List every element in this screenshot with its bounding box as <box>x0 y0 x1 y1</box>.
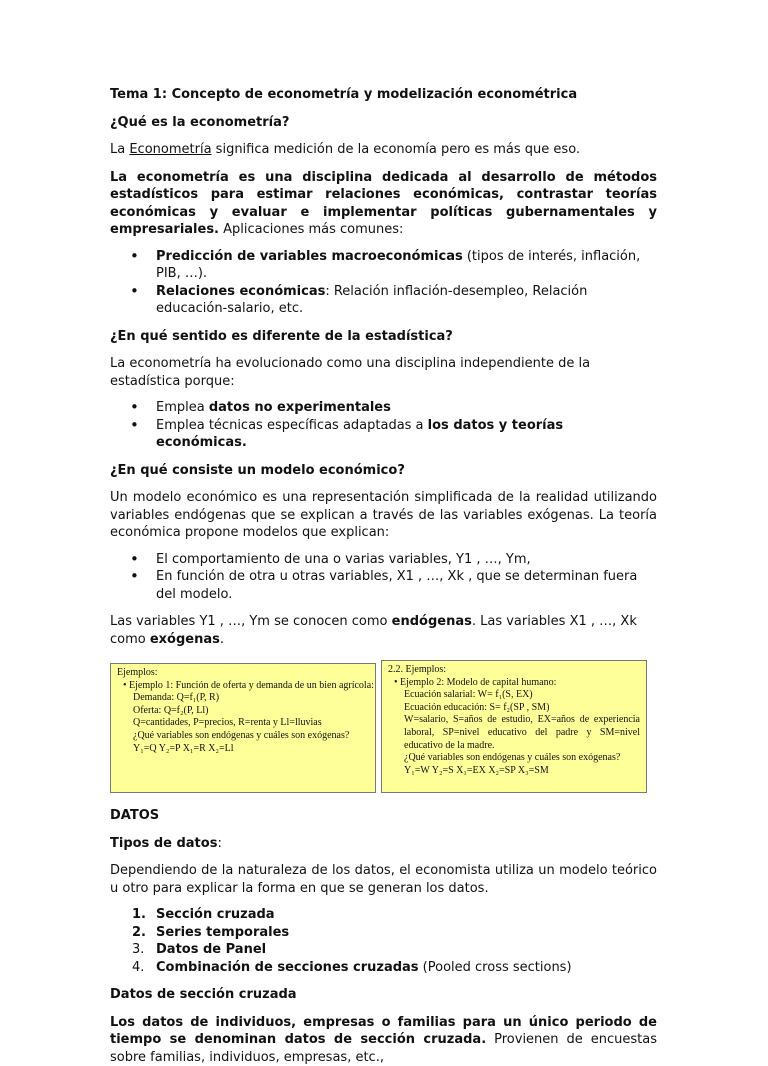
list-item: 4. Combinación de secciones cruzadas (Pooled cross sections) <box>110 959 657 977</box>
bullet-icon: • <box>130 568 139 586</box>
paragraph-econometria: La econometría es una disciplina dedicada al desarrollo de métodos estadísticos para estimar relaciones económicas, contrastar teorías económicas y evaluar e implementar políticas gubernamentales y empresariales. Aplicaciones más comunes: <box>110 169 657 239</box>
example-box-1: Ejemplos: • Ejemplo 1: Función de oferta y demanda de un bien agrícola: Demanda: Q=f₁(P, R) Oferta: Q=f₂(P, Ll) Q=cantidades, P=precios, R=renta y Ll=lluvias ¿Qué variables son endógenas y cuáles son exógenas? Y₁=Q Y₂=P X₁=R X₂=Ll <box>110 663 376 793</box>
subheading-seccion-cruzada: Datos de sección cruzada <box>110 986 657 1004</box>
example-boxes <box>110 660 657 796</box>
data-types-list <box>110 906 657 976</box>
bullet-icon: • <box>130 399 139 417</box>
paragraph-variables: Las variables Y1 , …, Ym se conocen como endógenas. Las variables X1 , …, Xk como exógenas. <box>110 613 657 648</box>
question-heading-1: ¿Qué es la econometría? <box>110 114 657 132</box>
list-item: • Emplea técnicas específicas adaptadas a los datos y teorías económicas. <box>110 417 657 452</box>
list-item: 3. Datos de Panel <box>110 941 657 959</box>
model-list <box>110 551 657 604</box>
example-box-2: 2.2. Ejemplos: • Ejemplo 2: Modelo de capital humano: Ecuación salarial: W= f₁(S, EX) Ecuación educación: S= f₂(SP , SM) W=salario, S=años de estudio, EX=años de experiencia laboral, SP=nivel educativo del padre y SM=nivel educativo de la madre. ¿Qué variables son endógenas y cuáles son exógenas? Y₁=W Y₂=S X₁=EX X₂=SP X₃=SM <box>381 660 647 793</box>
paragraph-difference: La econometría ha evolucionado como una disciplina independiente de la estadística porque: <box>110 355 657 390</box>
econometria-link[interactable]: Econometría <box>129 142 211 157</box>
paragraph-definition: La Econometría significa medición de la economía pero es más que eso. <box>110 141 657 159</box>
bullet-icon: • <box>130 283 139 301</box>
paragraph-modelo: Un modelo económico es una representación simplificada de la realidad utilizando variables endógenas que se explican a través de las variables exógenas. La teoría económica propone modelos que explican: <box>110 489 657 542</box>
subheading-tipos: Tipos de datos: <box>110 835 657 853</box>
paragraph-naturaleza: Dependiendo de la naturaleza de los datos, el economista utiliza un modelo teórico u otro para explicar la forma en que se generan los datos. <box>110 862 657 897</box>
list-item: 2. Series temporales <box>110 924 657 942</box>
paragraph-seccion-cruzada: Los datos de individuos, empresas o familias para un único periodo de tiempo se denominan datos de sección cruzada. Provienen de encuestas sobre familias, individuos, empresas, etc., <box>110 1014 657 1066</box>
list-item: • Emplea datos no experimentales <box>110 399 657 417</box>
difference-list <box>110 399 657 452</box>
applications-list <box>110 248 657 318</box>
bullet-icon: • <box>130 551 139 569</box>
bullet-icon: • <box>130 417 139 435</box>
list-item: 1. Sección cruzada <box>110 906 657 924</box>
question-heading-3: ¿En qué consiste un modelo económico? <box>110 462 657 480</box>
section-heading-datos: DATOS <box>110 807 657 825</box>
document-content <box>110 80 657 1066</box>
list-item: • El comportamiento de una o varias variables, Y1 , …, Ym, <box>110 551 657 569</box>
chapter-title: Tema 1: Concepto de econometría y modelización econométrica <box>110 86 657 104</box>
list-item: • Predicción de variables macroeconómicas (tipos de interés, inflación, PIB, …). <box>110 248 657 283</box>
bullet-icon: • <box>130 248 139 266</box>
list-item: • Relaciones económicas: Relación inflación-desempleo, Relación educación-salario, etc. <box>110 283 657 318</box>
list-item: • En función de otra u otras variables, X1 , …, Xk , que se determinan fuera del modelo. <box>110 568 657 603</box>
question-heading-2: ¿En qué sentido es diferente de la estadística? <box>110 328 657 346</box>
